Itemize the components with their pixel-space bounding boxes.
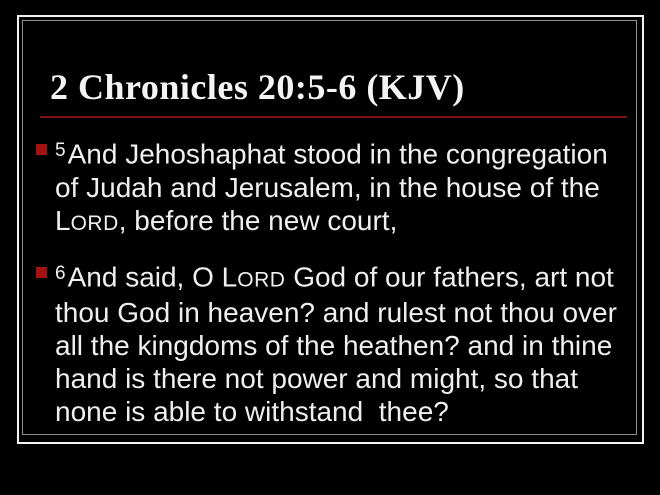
verse-text-segment: of Judah and Jerusalem, in the house of the xyxy=(55,171,600,203)
verse-line xyxy=(55,204,636,240)
verse-line xyxy=(55,329,636,362)
verse-line xyxy=(55,395,636,428)
bullet-item xyxy=(36,134,636,240)
small-caps-text: ORD xyxy=(70,211,119,235)
bullet-item xyxy=(36,257,636,429)
verse-bullet-list xyxy=(36,134,636,428)
verse-line xyxy=(55,171,636,204)
verse-text-segment: all the kingdoms of the heathen? and in thine xyxy=(55,330,613,362)
verse-text-segment: thou God in heaven? and rulest not thou over xyxy=(55,297,617,329)
verse-text-segment: L xyxy=(55,204,71,236)
verse-text xyxy=(55,134,636,240)
verse-text xyxy=(55,257,636,429)
bullet-square-icon xyxy=(36,144,47,155)
bullet-square-icon xyxy=(36,267,47,278)
verse-text-segment: And Jehoshaphat stood in the congregation xyxy=(67,138,608,170)
verse-line xyxy=(55,362,636,395)
verse-text-segment: hand is there not power and might, so that xyxy=(55,363,578,395)
verse-line xyxy=(55,296,636,329)
verse-number-superscript: 6 xyxy=(55,262,66,284)
verse-text-segment: , before the new court, xyxy=(118,204,398,236)
verse-number-superscript: 5 xyxy=(55,140,66,161)
slide-title: 2 Chronicles 20:5-6 (KJV) xyxy=(50,67,465,107)
title-underline-rule xyxy=(40,116,627,118)
small-caps-text: ORD xyxy=(237,268,286,292)
verse-line xyxy=(55,134,636,171)
verse-text-segment: And said, O L xyxy=(67,261,238,293)
verse-text-segment: none is able to withstand thee? xyxy=(55,396,449,428)
verse-text-segment: God of our fathers, art not xyxy=(285,261,614,293)
verse-line xyxy=(55,257,636,297)
